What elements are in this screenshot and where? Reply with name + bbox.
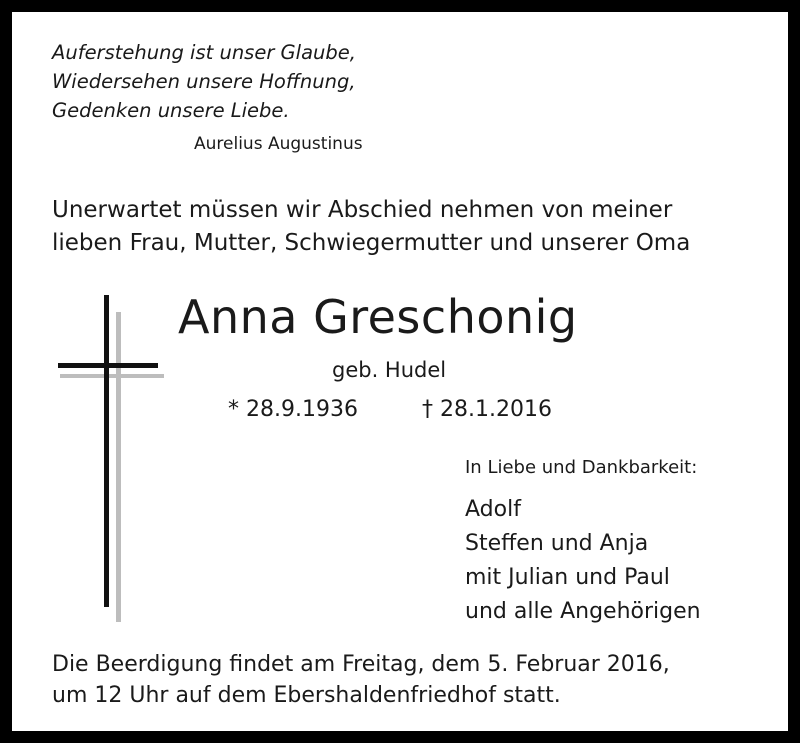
funeral-line: um 12 Uhr auf dem Ebershaldenfriedhof statt. <box>52 683 561 708</box>
mourner-name: Adolf <box>465 497 521 522</box>
mourners-list <box>465 493 701 629</box>
intro-line: Unerwartet müssen wir Abschied nehmen von meiner <box>52 197 673 223</box>
mourners-heading: In Liebe und Dankbarkeit: <box>465 457 698 478</box>
intro-line: lieben Frau, Mutter, Schwiegermutter und unserer Oma <box>52 230 691 256</box>
quote-line: Auferstehung ist unser Glaube, <box>52 41 356 64</box>
deceased-name: Anna Greschonig <box>178 290 578 344</box>
quote-line: Wiedersehen unsere Hoffnung, <box>52 70 356 93</box>
intro-text <box>52 194 690 260</box>
funeral-info <box>52 649 670 711</box>
funeral-line: Die Beerdigung findet am Freitag, dem 5. Februar 2016, <box>52 652 670 677</box>
mourner-name: und alle Angehörigen <box>465 599 701 624</box>
quote-block <box>52 38 356 125</box>
death-date: † 28.1.2016 <box>422 397 552 422</box>
maiden-name: geb. Hudel <box>332 358 447 382</box>
cross-icon <box>52 292 172 624</box>
birth-date: * 28.9.1936 <box>228 397 358 422</box>
quote-author: Aurelius Augustinus <box>194 134 363 154</box>
mourner-name: Steffen und Anja <box>465 531 649 556</box>
quote-line: Gedenken unsere Liebe. <box>52 99 290 122</box>
mourner-name: mit Julian und Paul <box>465 565 670 590</box>
